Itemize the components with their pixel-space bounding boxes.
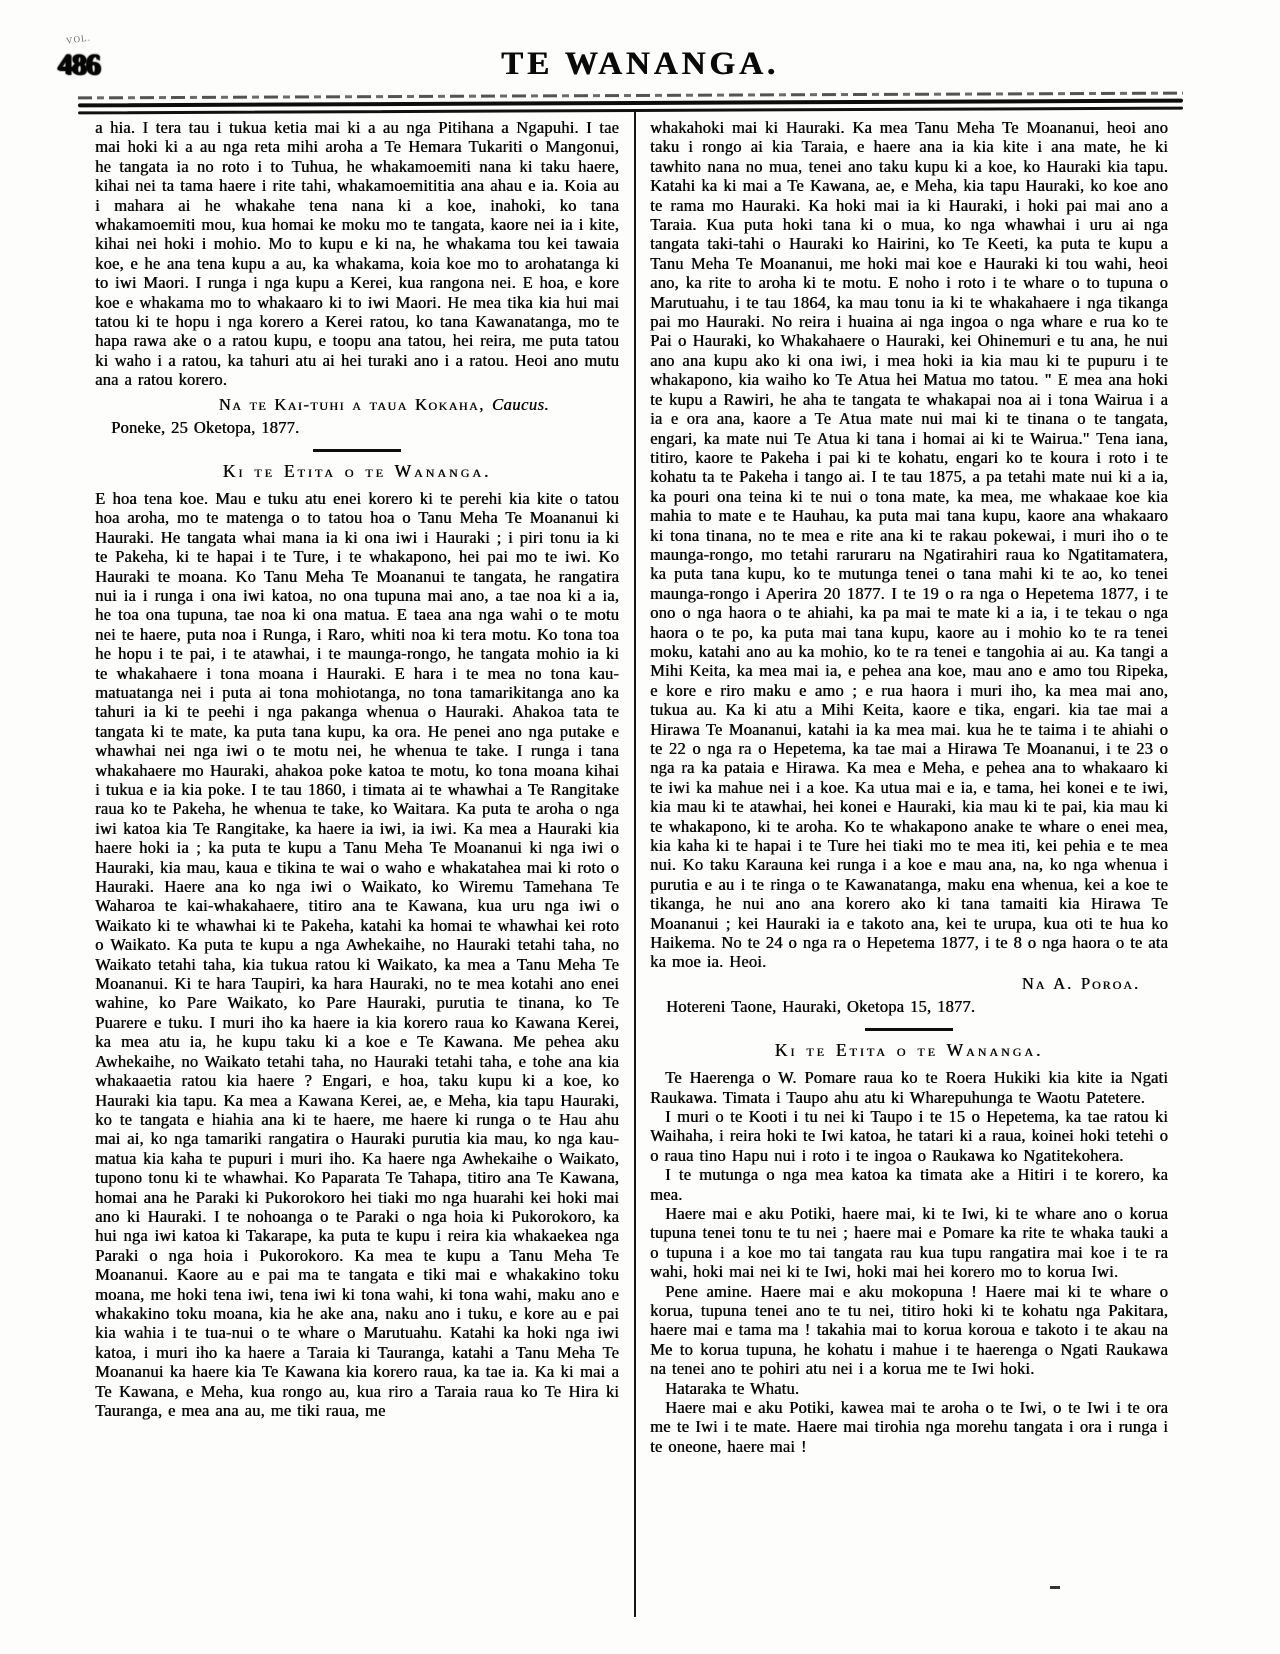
letter1-body: E hoa tena koe. Mau e tuku atu enei korero ki te perehi kia kite o tatou hoa aroha, mo te matenga o to tatou hoa o Tanu Meha Te Moananui ki Hauraki. He tangata whai mana ia ki ona iwi i Hauraki ; i piri tonu ia ki te Pakeha, ki te hapai i te Ture, i te whakapono, hei pai mo te iwi. Ko Hauraki te moana. Ko Tanu Meha Te Moananui te tangata, he rangatira nui ia i runga i ona iwi katoa, no ona tupuna mai ano, a tae noa ki a ia, he toa ona tupuna, tae noa ki ona matua. E taea ana nga wahi o te motu nei te haere, puta noa i Runga, i Raro, whiti noa ki tera motu. Ko tona toa he hopu i te pai, i te atawhai, i te maunga-rongo, he tangata mohio ia ki te whakahaere i tona moana i Hauraki. E hara i te mea no tona kau-matuatanga nei i puta ai tona mohiotanga, no tona tamarikitanga ano ka tahuri ia ki te peehi i nga pakanga whenua o Hauraki. Ahakoa tata te tangata ki te mate, ka puta tana kupu, ka ora. He penei ano nga putake e whawhai nei nga iwi o te motu nei, he whenua te take. I runga i tana whakahaere mo Hauraki, ahakoa poke katoa te motu, ko tona moana kihai i tukua e ia kia poke. I te tau 1860, i timata ai te whawhai a Te Rangitake raua ko te Pakeha, he whenua te take, ko Waitara. Ka puta te aroha o nga iwi katoa kia Te Rangitake, ka haere ia iwi, ia iwi. Ka mea a Hauraki kia haere hoki ia ; ka puta te kupu a Tanu Meha Te Moananui ki nga iwi o Hauraki, kia mau, kaua e tikina te wai o waho e whakatahea mai ki roto o Hauraki. Haere ana ko nga iwi o Waikato, ko Wiremu Tamehana Te Waharoa te kai-whakahaere, titiro ana te Kawana, kua uru nga iwi o Waikato ki te whawhai ki te Pakeha, katahi ka homai te whawhai kei roto o Waikato. Ka puta te kupu a nga Awhekaihe, no Hauraki tetahi taha, no Waikato tetahi taha, kia tukua ratou ki Waikato, ka mea a Tanu Meha Te Moananui. Ki te hara Taupiri, ka hara Hauraki, no te mea kotahi ano enei wahine, ko Pare Waikato, ko Pare Hauraki, purutia te tinana, ko Te Puarere e tuku. I muri iho ka haere ia kia korero raua ko Kawana Kerei, ka mea atu ia, he kupu taku ki a koe e Te Kawana. Me pehea aku Awhekaihe, no Waikato tetahi taha, no Hauraki tetahi taha, e tohe ana kia whakaaetia ratou kia haere ? Engari, e hoa, taku kupu ki a koe, ko Hauraki kia tapu. Ka mea a Kawana Kerei, ae, e Meha, kia tapu Hauraki, ko te tangata e hiahia ana ki te haere, me haere ki runga o te Hau ahu mai ai, ko nga tamariki rangatira o Hauraki purutia kia mau, ko nga kau-matua kia kaha te pupuri i muri iho. Ka haere nga Awhekaihe o Waikato, tupono tonu ki te whawhai. Ko Paparata Te Tahapa, titiro ana Te Kawana, homai ana he Paraki ki Pukorokoro hei tiaki mo nga huarahi kei hoki mai ano ki Hauraki. I te nohoanga o te Paraki o nga hoia ki Pukorokoro, ka hui nga iwi katoa ki Takarape, ka puta te kupu i reira kia whakaekea nga Paraki o nga hoia i Pukorokoro. Ka mea te kupu a Tanu Meha Te Moananui. Kaore au e pai ma te tangata e tiki mai e whakakino toku moana, me hoki tena iwi, tena iwi ki tona wahi, ki tona wahi, maku ano e whakakino toku moana, kia he ake ana, naku ano i tuku, e kore au e pai kia wahia i te tua-nui o te whare o Marutuahu. Katahi ka hoki nga iwi katoa, i muri iho ka haere a Taraia ki Tauranga, katahi a Tanu Meha Te Moananui ka haere kia Te Kawana kia korero raua, ka tae ia. Ka ki mai a Te Kawana, e Meha, kua rongo au, kua riro a Taraia raua ko Te Hira ki Tauranga, e mea ana au, me tiki raua, me — [95, 488, 619, 1420]
signature-poroa: Na A. Poroa. — [1021, 973, 1140, 993]
section-heading-letter1: Ki te Etita o te Wananga. — [222, 460, 492, 481]
signature-caucus-italic: Caucus. — [491, 394, 549, 414]
letter1-body-continued: whakahoki mai ki Hauraki. Ka mea Tanu Meha Te Moananui, heoi ano taku i rongo ai kia Taraia, e haere ana ia kia kite i ana mate, he ki tawhito nana no mua, tenei ano taku kupu ki a koe, ko Hauraki kia tapu. Katahi ka ki mai a Te Kawana, ae, e Meha, kia tapu Hauraki, ko koe ano te rama mo Hauraki. Ka hoki mai ia ki Hauraki, i hoki pai mai ano a Taraia. Kua puta hoki tana ki o mua, ko nga whawhai i uru ai nga tangata taki-tahi o Hauraki ko Hairini, ko Te Keeti, ka puta te kupu a Tanu Meha Te Moananui, me hoki mai koe e Hauraki ki tou wahi, heoi ano, ka rite to aroha ki te motu. E noho i roto i te whare o to tupuna o Marutuahu, i te tau 1864, ka mau tonu ia ki te whakahaere i nga tikanga pai mo Hauraki. No reira i huaina ai nga ingoa o nga whare e rua ko te Pai o Hauraki, ko Whakahaere o Hauraki, kei Ohinemuri e tu ana, he nui ano ana kupu ako ki ona iwi, i mea hoki ia kia mau ki te pupuru i te whakapono, kia waiho ko Te Atua hei Matua mo tatou. " E mea ana hoki te kupu a Rawiri, he aha te tangata te whakapai noa ai i tona Wairua i a ia e ora ana, kaore a Te Atua mate nui mai ki te tinana o te tangata, engari, ka mate nui Te Atua ki tana i homai ai ki te Wairua." Tena iana, titiro, kaore te Pakeha i pai ki te kohatu, engari ko te koura i roto i te kohatu ta te Pakeha i tango ai. I te tau 1875, a pa tetahi mate nui ki a ia, ka pouri ona teina ki te nui o tona mate, ka mea, me whakaae koe kia mahia to mate e te Hauhau, ka puta mai tana kupu, kaore ana whakaaro ki tona tinana, no te mea e rite ana ki te rakau pokewai, i muri iho o te maunga-rongo, mo tetahi raruraru na Ngatirahiri raua ko Ngatitamatera, ka puta tana kupu, ko te mutunga tenei o tana mahi ki te ao, ko tenei maunga-rongo i Aperira 20 1877. I te 19 o ra nga o Hepetema 1877, i te ono o nga haora o te ahiahi, ka pa mai te mate ki a ia, i te tekau o nga haora o te po, ka puta mai tana kupu, kaore au i mohio ko te ra tenei moku, katahi ano au ka mohio, ko te ra tenei e tangohia ai au. Ka tangi a Mihi Keita, ka mea mai ia, e pehea ana koe, mau ano e amo tou Ripeka, e kore e riro maku e amo ; e rua haora i muri iho, ka mea mai ano, tukua au. Ka ki atu a Mihi Keita, kaore e tika, engari. kia tae mai a Hirawa Te Moananui, katahi ia ka mea mai. kua he te taima i te ahiahi o te 22 o nga ra o Hepetema, ka tae mai a Hirawa Te Moananui, i te 23 o nga ra ka pataia e Hirawa. Ka mea e Meha, e pehea ana to whakaaro ki te iwi ka mahue nei i a koe. Ka utua mai e ia, e tama, hei konei e te iwi, kia mau ki te atawhai, hei konei e Hauraki, kia mau ki te pai, kia mau ki te whakapono, ki te aroha. Ko te whakapono anake te whare o enei mea, kia kaha ki te hapai i te Ture hei tiaki mo te mea iti, kei pehia e te mea nui. Ko taku Karauna kei runga i a koe e mau ana, na, ko nga whenua i purutia e au i te ringa o te Kawanatanga, maku ena whenua, kei a koe te tikanga, he nui ano ana korero ako ki tana tamaiti kia Hirawa Te Moananui ; kei Hauraki ia e takoto ana, kei te urupa, kua oti te hua ko Haikema. No te 24 o nga ra o Hepetema 1877, i te 8 o nga haora o te ata ka moe ia. Heoi. — [650, 118, 1168, 972]
dateline-hotereni: Hotereni Taone, Hauraki, Oketopa 15, 1877. — [666, 997, 976, 1017]
letter2-paragraph: Pene amine. Haere mai e aku mokopuna ! Haere mai ki te whare o korua, tupuna tenei ano te tu nei, titiro hoki ki te kohatu nga Pakitara, haere mai e tama ma ! takahia mai to korua koroua e takoto i te akau na Me to korua tupuna, he kohatu i mahue i te haerenga o Ngati Raukawa na tenei ano te pohiri atu nei i a korua me te Iwi hoki. — [650, 1281, 1168, 1379]
section-divider — [313, 449, 401, 452]
dateline-poneke: Poneke, 25 Oketopa, 1877. — [111, 418, 300, 438]
header-rule-heavy — [78, 99, 1183, 108]
letter2-paragraph: Haere mai e aku Potiki, haere mai, ki te Iwi, ki te whare ano o korua tupuna tenei tonu te tu nei ; haere mai e Pomare ka rite te whaka tauki a o tupuna i a koe mo tai tangata rau kua tupu rangatira mai koe i te ra wahi, hoki mai nei ki te Iwi, hoki mai hei korero mo to korua Iwi. — [650, 1203, 1168, 1282]
stray-mark — [1050, 1586, 1060, 1589]
letter2-paragraph: I te mutunga o nga mea katoa ka timata ake a Hitiri i te korero, ka mea. — [650, 1165, 1168, 1204]
right-column — [650, 118, 1168, 1456]
letter2-paragraph: Hataraka te Whatu. — [665, 1378, 800, 1398]
section-heading-letter2: Ki te Etita o te Wananga. — [774, 1039, 1044, 1060]
volume-smudge: VOL. — [65, 32, 92, 46]
letter2-paragraph: I muri o te Kooti i tu nei ki Taupo i te 15 o Hepetema, ka tae ratou ki Waihaha, i reira hoki te Iwi katoa, he tatari ki a raua, koinei hoki tetehi o o raua tino Hapu nui i roto i te ingoa o Raukawa ko Ngatitekohera. — [650, 1106, 1168, 1165]
column-divider-rule — [634, 112, 636, 1617]
section-divider-2 — [865, 1028, 953, 1031]
article-paragraph-continuation: a hia. I tera tau i tukua ketia mai ki a au nga Pitihana a Ngapuhi. I tae mai hoki ki a au nga reta mihi aroha a Te Hemara Tukariti o Mangonui, he tangata ia no roto i to Tuhua, he whakamoemiti nana ki taku haere, kihai nei ta tama haere i rite tahi, whakamoemititia ana ahau e ia. Koia au i mahara ai he whakahe tena nana ki a koe, inahoki, ko tana whakamoemiti mou, kua homai ke moku mo te tangata, kaore nei ia i kite, kihai nei hoki i mohio. Mo to kupu e ki na, he whakama tou kei tawaia koe, e he ana tena kupu a au, ka whakama, koia koe mo to arohatanga ki to iwi Maori. I runga i nga kupu a Kerei, kua rangona nei. E hoa, e kore koe e whakama mo to whakaaro ki to iwi Maori. He mea tika kia hui mai tatou ki te hopu i nga korero a Kerei ratou, ko tana Kawanatanga, mo te hapa rawa ake o a ratou kupu, e toopu ana tatou, hei reira, me puta tatou ki waho i a ratou, ka tahuri atu ai hei turaki ano i a ratou. Heoi ano mutu ana a ratou korero. — [95, 118, 619, 390]
masthead-title: TE WANANGA. — [500, 46, 780, 82]
letter2-paragraph: Te Haerenga o W. Pomare raua ko te Roera Hukiki kia kite ia Ngati Raukawa. Timata i Taupo ahu atu ki Wharepuhunga te Waotu Patetere. — [650, 1068, 1168, 1107]
page-number: 486 — [58, 48, 100, 81]
header-rule — [78, 92, 1183, 115]
header-rule-broken — [78, 92, 1183, 100]
signature-caucus — [95, 395, 619, 414]
signature-caucus-name: Na te Kai-tuhi a taua Kokaha, — [218, 394, 485, 414]
letter2-paragraph: Haere mai e aku Potiki, kawea mai te aroha o te Iwi, o te Iwi i te ora me te Iwi i te mate. Haere mai tirohia nga morehu tangata i ora i runga i te oneone, haere mai ! — [650, 1398, 1168, 1456]
left-column — [95, 118, 619, 1420]
header-rule-heavy2 — [78, 107, 1183, 115]
